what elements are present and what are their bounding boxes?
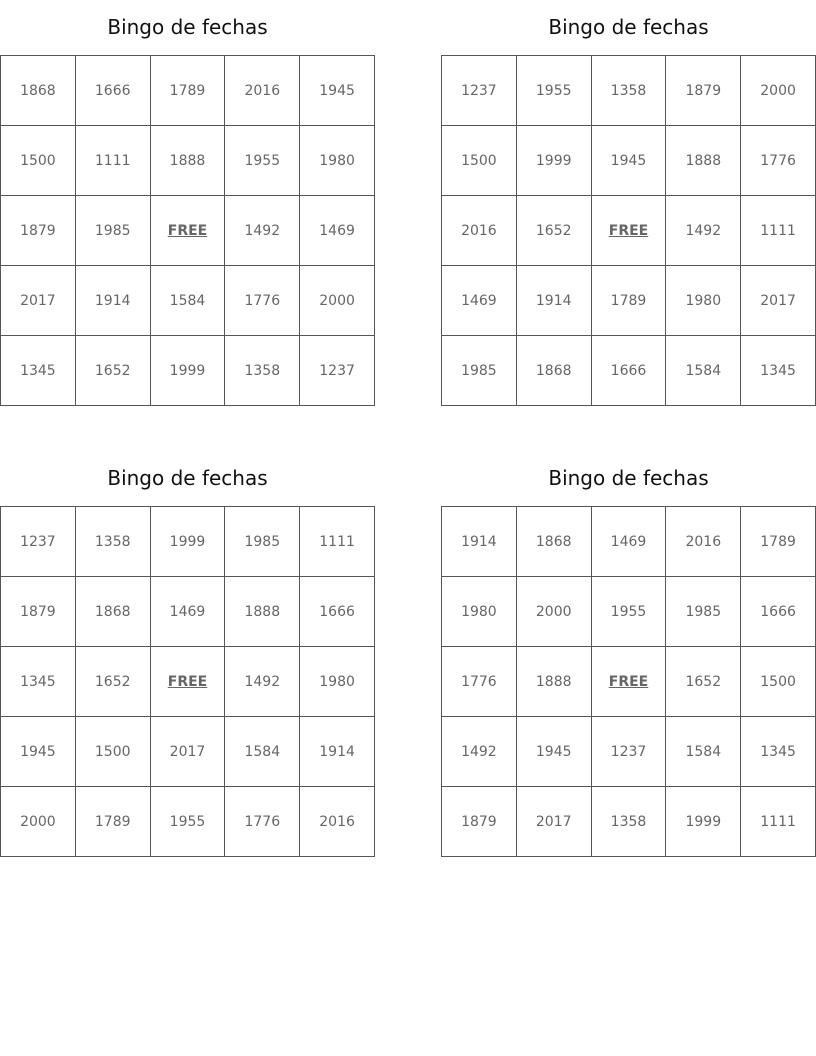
date-cell: 2000 bbox=[300, 266, 375, 336]
grid-row bbox=[442, 196, 816, 266]
free-cell: FREE bbox=[591, 647, 666, 717]
bingo-card-2 bbox=[441, 0, 816, 406]
date-cell: 1345 bbox=[1, 336, 76, 406]
grid-row bbox=[1, 196, 375, 266]
grid-row bbox=[442, 787, 816, 857]
date-cell: 1945 bbox=[300, 56, 375, 126]
date-cell: 1789 bbox=[591, 266, 666, 336]
free-cell: FREE bbox=[150, 647, 225, 717]
bingo-grid bbox=[441, 55, 816, 406]
date-cell: 1945 bbox=[591, 126, 666, 196]
date-cell: 2016 bbox=[442, 196, 517, 266]
date-cell: 1914 bbox=[516, 266, 591, 336]
date-cell: 1980 bbox=[442, 577, 517, 647]
date-cell: 1980 bbox=[666, 266, 741, 336]
date-cell: 1868 bbox=[516, 507, 591, 577]
date-cell: 1584 bbox=[150, 266, 225, 336]
free-cell: FREE bbox=[591, 196, 666, 266]
date-cell: 2016 bbox=[225, 56, 300, 126]
grid-row bbox=[1, 336, 375, 406]
date-cell: 1955 bbox=[591, 577, 666, 647]
grid-row bbox=[442, 577, 816, 647]
grid-row bbox=[442, 56, 816, 126]
date-cell: 1999 bbox=[150, 336, 225, 406]
date-cell: 1492 bbox=[225, 196, 300, 266]
date-cell: 1492 bbox=[225, 647, 300, 717]
date-cell: 1888 bbox=[666, 126, 741, 196]
date-cell: 1500 bbox=[75, 717, 150, 787]
date-cell: 2016 bbox=[666, 507, 741, 577]
date-cell: 1652 bbox=[666, 647, 741, 717]
grid-row bbox=[1, 507, 375, 577]
date-cell: 2000 bbox=[1, 787, 76, 857]
date-cell: 2000 bbox=[741, 56, 816, 126]
card-title: Bingo de fechas bbox=[107, 15, 268, 39]
grid-row bbox=[442, 717, 816, 787]
grid-row bbox=[1, 126, 375, 196]
date-cell: 1666 bbox=[591, 336, 666, 406]
bingo-grid bbox=[0, 506, 375, 857]
date-cell: 1980 bbox=[300, 126, 375, 196]
date-cell: 1955 bbox=[516, 56, 591, 126]
date-cell: 1500 bbox=[741, 647, 816, 717]
date-cell: 1111 bbox=[75, 126, 150, 196]
date-cell: 1945 bbox=[1, 717, 76, 787]
date-cell: 1111 bbox=[741, 787, 816, 857]
date-cell: 1980 bbox=[300, 647, 375, 717]
date-cell: 1358 bbox=[591, 787, 666, 857]
date-cell: 1985 bbox=[666, 577, 741, 647]
date-cell: 1652 bbox=[516, 196, 591, 266]
date-cell: 1469 bbox=[442, 266, 517, 336]
date-cell: 1492 bbox=[442, 717, 517, 787]
date-cell: 1879 bbox=[666, 56, 741, 126]
grid-row bbox=[1, 56, 375, 126]
date-cell: 1584 bbox=[225, 717, 300, 787]
date-cell: 1955 bbox=[225, 126, 300, 196]
date-cell: 1985 bbox=[442, 336, 517, 406]
grid-row bbox=[1, 717, 375, 787]
bingo-grid bbox=[0, 55, 375, 406]
date-cell: 1776 bbox=[225, 787, 300, 857]
card-title: Bingo de fechas bbox=[548, 15, 709, 39]
date-cell: 1879 bbox=[1, 196, 76, 266]
date-cell: 1500 bbox=[442, 126, 517, 196]
date-cell: 1358 bbox=[591, 56, 666, 126]
date-cell: 2000 bbox=[516, 577, 591, 647]
bingo-card-4 bbox=[441, 451, 816, 857]
date-cell: 2016 bbox=[300, 787, 375, 857]
free-cell: FREE bbox=[150, 196, 225, 266]
date-cell: 1469 bbox=[591, 507, 666, 577]
date-cell: 1789 bbox=[150, 56, 225, 126]
date-cell: 1789 bbox=[741, 507, 816, 577]
grid-row bbox=[442, 336, 816, 406]
date-cell: 1888 bbox=[225, 577, 300, 647]
date-cell: 2017 bbox=[150, 717, 225, 787]
bingo-card-1 bbox=[0, 0, 375, 406]
date-cell: 1111 bbox=[300, 507, 375, 577]
date-cell: 1584 bbox=[666, 336, 741, 406]
date-cell: 1345 bbox=[741, 717, 816, 787]
date-cell: 1584 bbox=[666, 717, 741, 787]
date-cell: 1666 bbox=[741, 577, 816, 647]
date-cell: 1879 bbox=[1, 577, 76, 647]
date-cell: 1345 bbox=[741, 336, 816, 406]
date-cell: 1237 bbox=[442, 56, 517, 126]
date-cell: 1469 bbox=[300, 196, 375, 266]
date-cell: 1469 bbox=[150, 577, 225, 647]
date-cell: 1868 bbox=[516, 336, 591, 406]
date-cell: 1999 bbox=[666, 787, 741, 857]
date-cell: 1776 bbox=[741, 126, 816, 196]
date-cell: 1237 bbox=[300, 336, 375, 406]
grid-row bbox=[442, 507, 816, 577]
date-cell: 1914 bbox=[300, 717, 375, 787]
grid-row bbox=[1, 577, 375, 647]
date-cell: 1868 bbox=[1, 56, 76, 126]
grid-row bbox=[1, 647, 375, 717]
date-cell: 1985 bbox=[75, 196, 150, 266]
date-cell: 1914 bbox=[442, 507, 517, 577]
date-cell: 1789 bbox=[75, 787, 150, 857]
date-cell: 1985 bbox=[225, 507, 300, 577]
date-cell: 1999 bbox=[516, 126, 591, 196]
date-cell: 1666 bbox=[300, 577, 375, 647]
date-cell: 1945 bbox=[516, 717, 591, 787]
date-cell: 1914 bbox=[75, 266, 150, 336]
date-cell: 1358 bbox=[75, 507, 150, 577]
date-cell: 1999 bbox=[150, 507, 225, 577]
grid-row bbox=[442, 126, 816, 196]
date-cell: 1888 bbox=[516, 647, 591, 717]
bingo-grid bbox=[441, 506, 816, 857]
grid-row bbox=[442, 266, 816, 336]
card-title: Bingo de fechas bbox=[548, 466, 709, 490]
date-cell: 1666 bbox=[75, 56, 150, 126]
date-cell: 1500 bbox=[1, 126, 76, 196]
date-cell: 2017 bbox=[741, 266, 816, 336]
grid-row bbox=[442, 647, 816, 717]
bingo-card-3 bbox=[0, 451, 375, 857]
grid-row bbox=[1, 266, 375, 336]
grid-row bbox=[1, 787, 375, 857]
date-cell: 1955 bbox=[150, 787, 225, 857]
date-cell: 1776 bbox=[442, 647, 517, 717]
date-cell: 1868 bbox=[75, 577, 150, 647]
date-cell: 1358 bbox=[225, 336, 300, 406]
date-cell: 1652 bbox=[75, 336, 150, 406]
date-cell: 2017 bbox=[1, 266, 76, 336]
date-cell: 1492 bbox=[666, 196, 741, 266]
date-cell: 1237 bbox=[1, 507, 76, 577]
card-title: Bingo de fechas bbox=[107, 466, 268, 490]
date-cell: 1345 bbox=[1, 647, 76, 717]
date-cell: 1237 bbox=[591, 717, 666, 787]
date-cell: 1652 bbox=[75, 647, 150, 717]
date-cell: 1879 bbox=[442, 787, 517, 857]
date-cell: 1111 bbox=[741, 196, 816, 266]
date-cell: 2017 bbox=[516, 787, 591, 857]
date-cell: 1888 bbox=[150, 126, 225, 196]
date-cell: 1776 bbox=[225, 266, 300, 336]
